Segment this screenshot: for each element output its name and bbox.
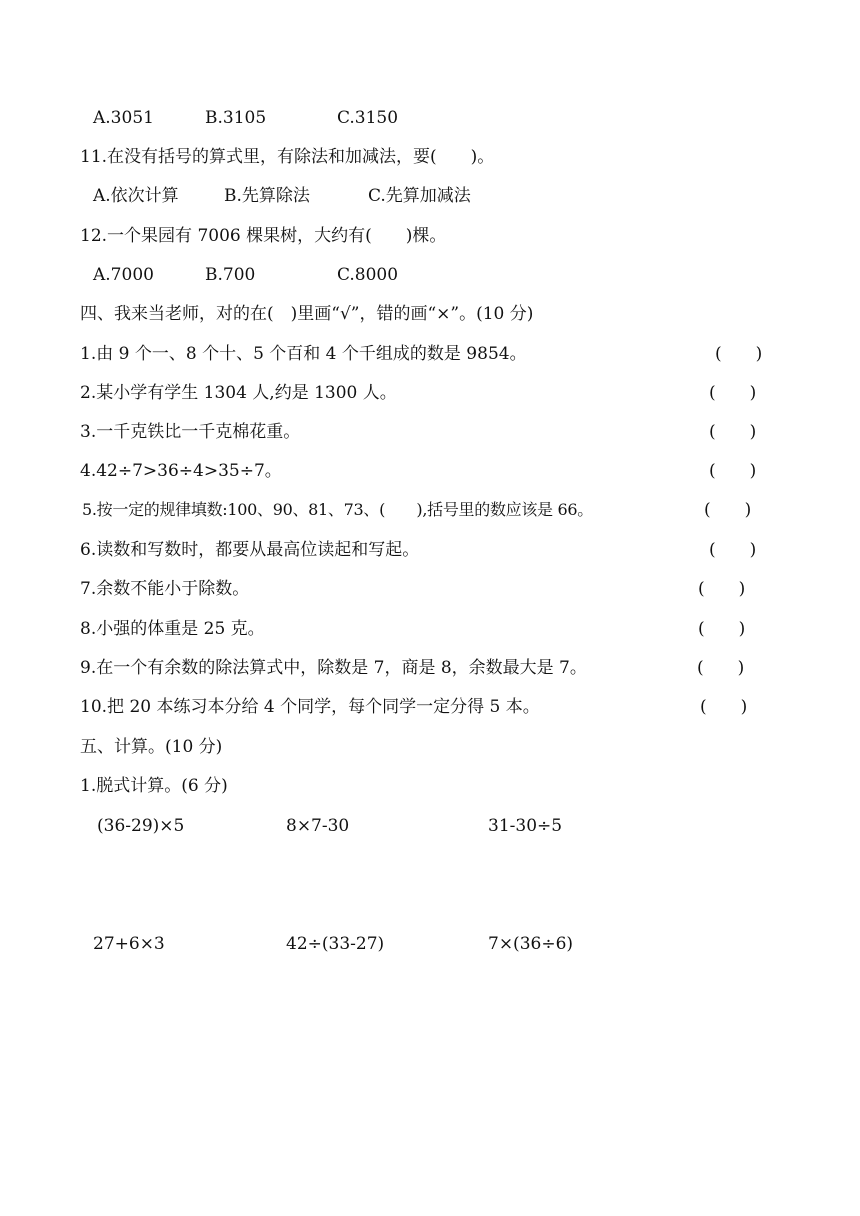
- true-false-item: 9.在一个有余数的除法算式中，除数是 7，商是 8，余数最大是 7。: [80, 658, 587, 678]
- answer-bracket[interactable]: ( ): [704, 500, 752, 520]
- true-false-item: 2.某小学有学生 1304 人,约是 1300 人。: [80, 383, 397, 403]
- true-false-item: 5.按一定的规律填数:100、90、81、73、( ),括号里的数应该是 66。: [82, 500, 593, 519]
- option-c: C.先算加减法: [368, 186, 471, 206]
- answer-bracket[interactable]: ( ): [709, 383, 757, 403]
- option-b: B.先算除法: [224, 186, 310, 206]
- answer-bracket[interactable]: ( ): [700, 697, 748, 717]
- answer-bracket[interactable]: ( ): [709, 422, 757, 442]
- answer-bracket[interactable]: ( ): [709, 540, 757, 560]
- option-b: B.700: [205, 265, 256, 285]
- true-false-item: 7.余数不能小于除数。: [80, 579, 250, 599]
- section-title: 五、计算。(10 分): [80, 737, 223, 757]
- option-c: C.3150: [337, 108, 399, 128]
- answer-bracket[interactable]: ( ): [697, 658, 745, 678]
- calc-expression: 27+6×3: [93, 934, 165, 954]
- answer-bracket[interactable]: ( ): [698, 619, 746, 639]
- option-b: B.3105: [205, 108, 267, 128]
- option-a: A.3051: [93, 108, 154, 128]
- option-a: A.7000: [93, 265, 154, 285]
- calc-expression: 7×(36÷6): [488, 934, 574, 954]
- calc-expression: 8×7-30: [286, 816, 350, 836]
- subsection-title: 1.脱式计算。(6 分): [80, 776, 228, 796]
- question-stem: 12.一个果园有 7006 棵果树，大约有( )棵。: [80, 226, 447, 246]
- section-title: 四、我来当老师，对的在( )里画“√”，错的画“×”。(10 分): [80, 304, 534, 324]
- option-a: A.依次计算: [93, 186, 179, 206]
- true-false-item: 3.一千克铁比一千克棉花重。: [80, 422, 301, 442]
- true-false-item: 1.由 9 个一、8 个十、5 个百和 4 个千组成的数是 9854。: [80, 344, 527, 364]
- calc-expression: 31-30÷5: [488, 816, 563, 836]
- answer-bracket[interactable]: ( ): [698, 579, 746, 599]
- calc-expression: (36-29)×5: [97, 816, 185, 836]
- true-false-item: 10.把 20 本练习本分给 4 个同学，每个同学一定分得 5 本。: [80, 697, 540, 717]
- true-false-item: 6.读数和写数时，都要从最高位读起和写起。: [80, 540, 420, 560]
- answer-bracket[interactable]: ( ): [715, 344, 763, 364]
- answer-bracket[interactable]: ( ): [709, 461, 757, 481]
- option-c: C.8000: [337, 265, 399, 285]
- question-stem: 11.在没有括号的算式里，有除法和加减法，要( )。: [80, 147, 495, 167]
- true-false-item: 4.42÷7>36÷4>35÷7。: [80, 461, 282, 481]
- calc-expression: 42÷(33-27): [286, 934, 385, 954]
- true-false-item: 8.小强的体重是 25 克。: [80, 619, 265, 639]
